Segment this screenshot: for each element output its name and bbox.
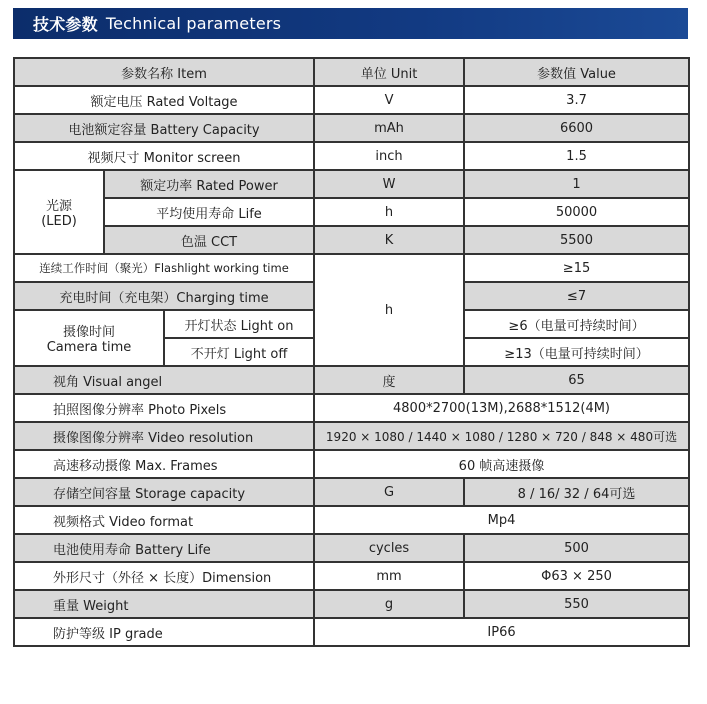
table-row	[14, 170, 689, 198]
row-value: 500	[464, 534, 689, 562]
row-value: 3.7	[464, 86, 689, 114]
row-label: 额定电压 Rated Voltage	[14, 86, 314, 114]
row-unit: V	[314, 86, 464, 114]
row-value: ≥13（电量可持续时间）	[464, 338, 689, 366]
row-label: 外形尺寸（外径 × 长度）Dimension	[14, 562, 314, 590]
row-value: IP66	[314, 618, 689, 646]
row-value: ≥6（电量可持续时间）	[464, 310, 689, 338]
row-label: 色温 CCT	[104, 226, 314, 254]
row-value: 60 帧高速摄像	[314, 450, 689, 478]
header-title-en: Technical parameters	[105, 14, 282, 33]
row-unit: mm	[314, 562, 464, 590]
table-row	[14, 86, 689, 114]
table-row	[14, 562, 689, 590]
row-value: 1920 × 1080 / 1440 × 1080 / 1280 × 720 / 848 × 480可选	[314, 422, 689, 450]
header-title-zh: 技术参数	[33, 15, 98, 34]
time-unit: h	[314, 254, 464, 366]
row-label: 摄像图像分辨率 Video resolution	[14, 422, 314, 450]
table-row	[14, 534, 689, 562]
row-unit: G	[314, 478, 464, 506]
row-label: 平均使用寿命 Life	[104, 198, 314, 226]
row-value: Φ63 × 250	[464, 562, 689, 590]
row-value: 5500	[464, 226, 689, 254]
light-source-en: (LED)	[41, 214, 77, 229]
header-unit: 单位 Unit	[314, 58, 464, 86]
table-row	[14, 114, 689, 142]
light-source-zh: 光源	[45, 199, 72, 214]
row-label: 开灯状态 Light on	[164, 310, 314, 338]
row-label: 视频格式 Video format	[14, 506, 314, 534]
table-row	[14, 506, 689, 534]
camera-time-group	[14, 310, 164, 366]
row-unit: g	[314, 590, 464, 618]
row-value: 50000	[464, 198, 689, 226]
table-row	[14, 254, 689, 282]
row-unit: mAh	[314, 114, 464, 142]
table-header-row	[14, 58, 689, 86]
row-value: ≤7	[464, 282, 689, 310]
header-value: 参数值 Value	[464, 58, 689, 86]
table-row	[14, 478, 689, 506]
row-label: 防护等级 IP grade	[14, 618, 314, 646]
table-row	[14, 198, 689, 226]
row-label: 额定功率 Rated Power	[104, 170, 314, 198]
section-header	[13, 8, 688, 39]
row-unit: 度	[314, 366, 464, 394]
row-value: 1.5	[464, 142, 689, 170]
row-value: 1	[464, 170, 689, 198]
row-value: 8 / 16/ 32 / 64可选	[464, 478, 689, 506]
light-source-group	[14, 170, 104, 254]
row-unit: h	[314, 198, 464, 226]
row-unit: W	[314, 170, 464, 198]
row-unit: inch	[314, 142, 464, 170]
table-row	[14, 142, 689, 170]
row-label: 视频尺寸 Monitor screen	[14, 142, 314, 170]
row-label: 拍照图像分辨率 Photo Pixels	[14, 394, 314, 422]
row-label: 重量 Weight	[14, 590, 314, 618]
row-value: 6600	[464, 114, 689, 142]
row-value: 4800*2700(13M),2688*1512(4M)	[314, 394, 689, 422]
table-row	[14, 590, 689, 618]
table-row	[14, 226, 689, 254]
row-value: 550	[464, 590, 689, 618]
table-row	[14, 618, 689, 646]
table-row	[14, 394, 689, 422]
row-unit: cycles	[314, 534, 464, 562]
row-label: 高速移动摄像 Max. Frames	[14, 450, 314, 478]
row-label: 存储空间容量 Storage capacity	[14, 478, 314, 506]
row-label: 电池使用寿命 Battery Life	[14, 534, 314, 562]
row-value: Mp4	[314, 506, 689, 534]
row-unit: K	[314, 226, 464, 254]
row-label: 视角 Visual angel	[14, 366, 314, 394]
table-row	[14, 366, 689, 394]
row-value: ≥15	[464, 254, 689, 282]
row-label: 电池额定容量 Battery Capacity	[14, 114, 314, 142]
table-row	[14, 450, 689, 478]
row-label: 连续工作时间（聚光）Flashlight working time	[14, 254, 314, 282]
row-label: 不开灯 Light off	[164, 338, 314, 366]
row-value: 65	[464, 366, 689, 394]
table-row	[14, 422, 689, 450]
row-label: 充电时间（充电架）Charging time	[14, 282, 314, 310]
spec-table	[13, 57, 690, 647]
camera-time-zh: 摄像时间	[62, 325, 115, 340]
header-param: 参数名称 Item	[14, 58, 314, 86]
camera-time-en: Camera time	[46, 340, 132, 355]
